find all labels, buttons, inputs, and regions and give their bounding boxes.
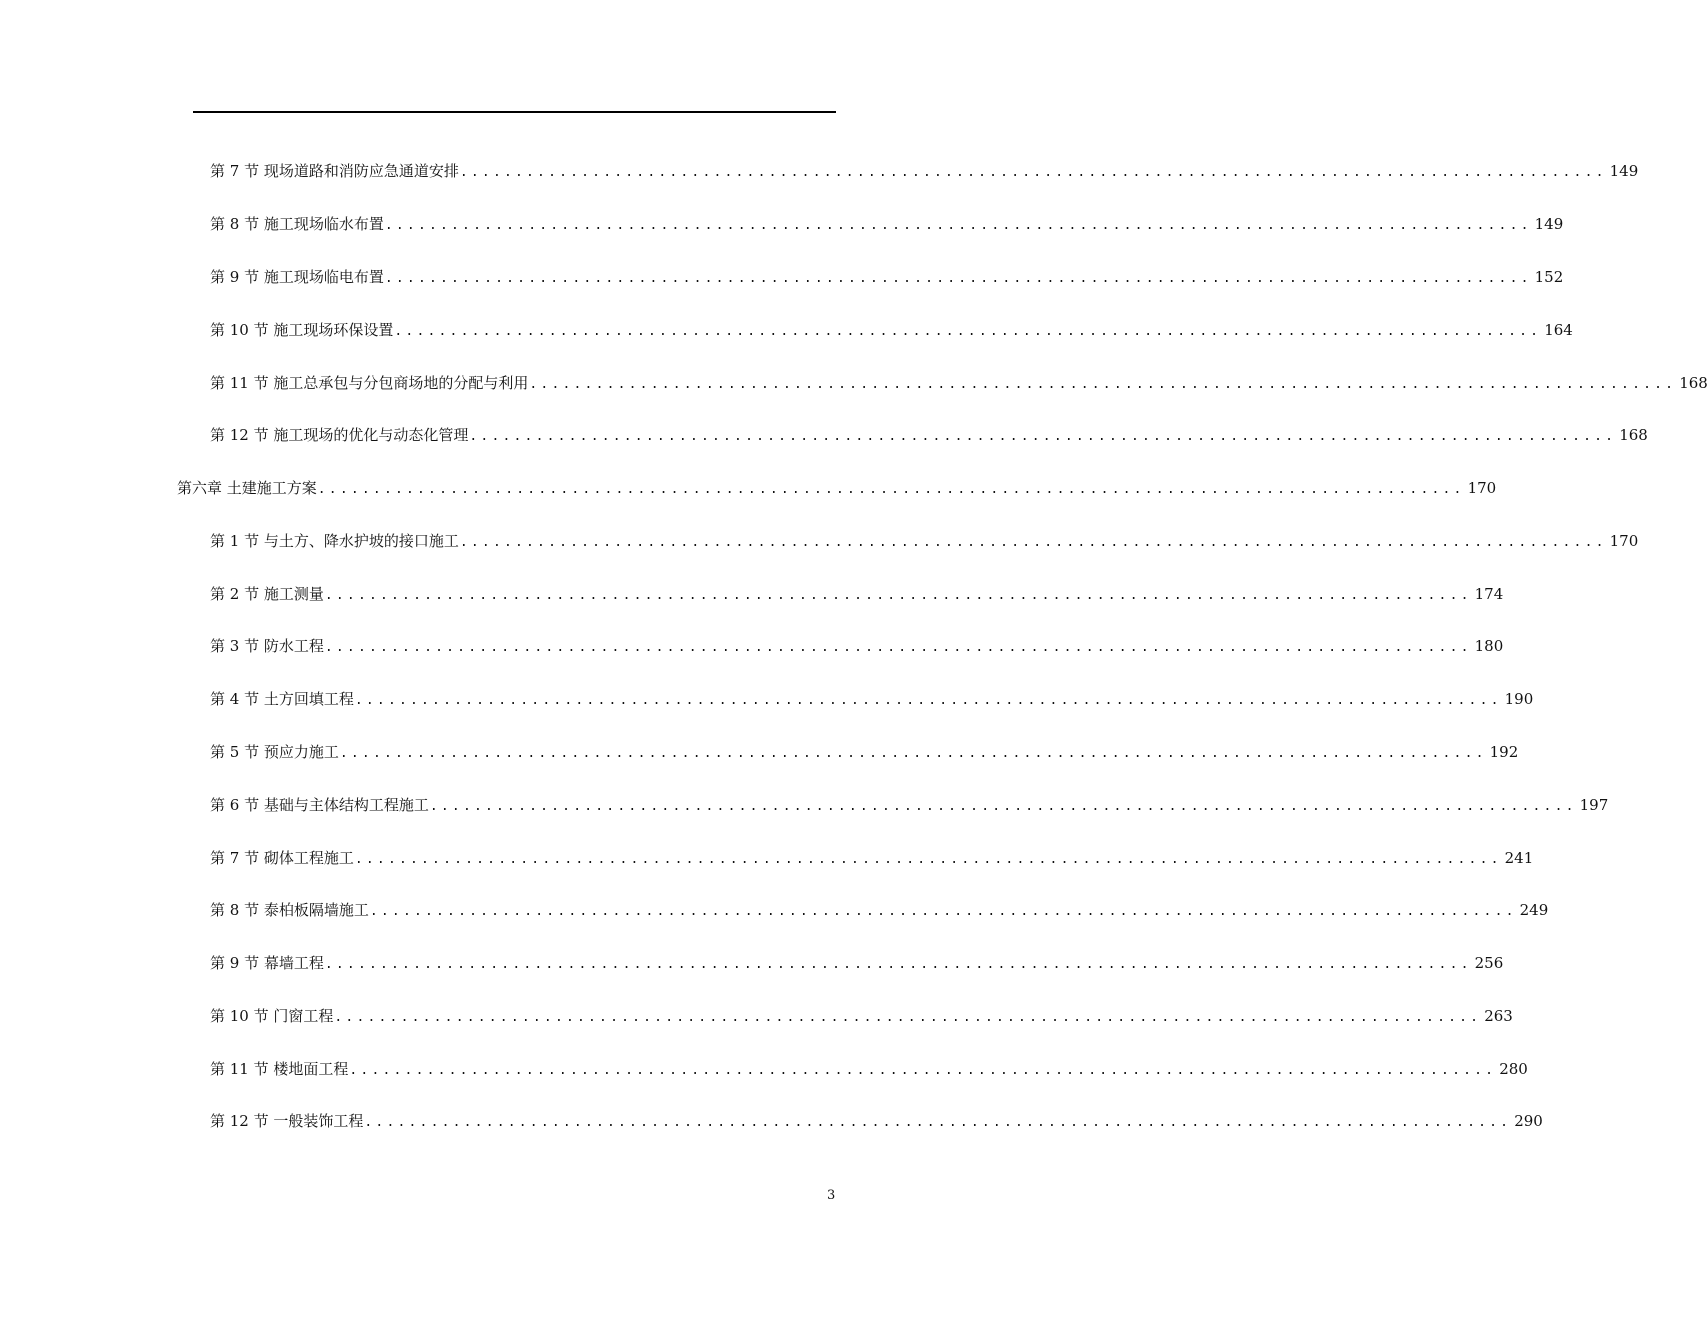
toc-entry[interactable] — [210, 423, 1648, 447]
toc-entry-title: 第 8 节 泰柏板隔墙施工 — [210, 901, 369, 919]
toc-entry[interactable] — [210, 846, 1534, 870]
toc-entry-title: 第 4 节 土方回填工程 — [210, 690, 354, 708]
toc-entry-page: 168 — [1679, 374, 1708, 392]
toc-entry-page: 241 — [1504, 849, 1534, 867]
toc-entry-page: 170 — [1609, 532, 1639, 550]
toc-entry[interactable] — [210, 951, 1504, 975]
toc-dot-leader: ........................................................................................................ — [324, 957, 1472, 972]
toc-entry-page: 149 — [1609, 162, 1639, 180]
toc-entry-page: 180 — [1474, 637, 1504, 655]
toc-dot-leader: ........................................................................................................ — [317, 482, 1465, 497]
toc-dot-leader: ........................................................................................................ — [349, 1063, 1497, 1078]
toc-entry-page: 149 — [1534, 215, 1564, 233]
toc-dot-leader: ........................................................................................................ — [459, 165, 1607, 180]
toc-dot-leader: ........................................................................................................ — [459, 535, 1607, 550]
toc-entry[interactable] — [210, 1109, 1543, 1133]
toc-entry[interactable] — [210, 687, 1534, 711]
toc-entry[interactable] — [210, 1057, 1528, 1081]
toc-dot-leader: ........................................................................................................ — [369, 904, 1517, 919]
toc-entry-page: 192 — [1489, 743, 1519, 761]
toc-entry-page: 290 — [1514, 1112, 1543, 1130]
toc-entry-title: 第 10 节 门窗工程 — [210, 1007, 334, 1025]
toc-entry-page: 263 — [1484, 1007, 1513, 1025]
toc-entry-title: 第 5 节 预应力施工 — [210, 743, 339, 761]
toc-dot-leader: ........................................................................................................ — [334, 1010, 1482, 1025]
toc-dot-leader: ........................................................................................................ — [324, 588, 1472, 603]
toc-entry[interactable] — [210, 740, 1519, 764]
toc-entry-page: 280 — [1499, 1060, 1528, 1078]
toc-entry-page: 164 — [1544, 321, 1573, 339]
toc-entry-page: 197 — [1579, 796, 1609, 814]
header-rule — [193, 111, 836, 113]
toc-entry-title: 第 11 节 施工总承包与分包商场地的分配与利用 — [210, 374, 529, 392]
toc-entry[interactable] — [210, 318, 1573, 342]
toc-entry[interactable] — [210, 529, 1639, 553]
toc-entry[interactable] — [210, 582, 1504, 606]
toc-entry[interactable] — [210, 371, 1708, 395]
toc-dot-leader: ........................................................................................................ — [469, 429, 1617, 444]
toc-dot-leader: ........................................................................................................ — [354, 852, 1502, 867]
toc-entry-title: 第 9 节 施工现场临电布置 — [210, 268, 384, 286]
toc-entry[interactable] — [210, 1004, 1513, 1028]
toc-entry[interactable] — [210, 634, 1504, 658]
toc-dot-leader: ........................................................................................................ — [354, 693, 1502, 708]
toc-entry-title: 第 12 节 一般装饰工程 — [210, 1112, 364, 1130]
toc-dot-leader: ........................................................................................................ — [324, 640, 1472, 655]
toc-entry[interactable] — [210, 212, 1564, 236]
page-number: 3 — [827, 1188, 836, 1203]
toc-entry-page: 249 — [1519, 901, 1549, 919]
toc-entry-title: 第 12 节 施工现场的优化与动态化管理 — [210, 426, 469, 444]
toc-entry-page: 174 — [1474, 585, 1504, 603]
toc-entry-title: 第 8 节 施工现场临水布置 — [210, 215, 384, 233]
toc-entry-title: 第 1 节 与土方、降水护坡的接口施工 — [210, 532, 459, 550]
toc-entry-title: 第 10 节 施工现场环保设置 — [210, 321, 394, 339]
toc-entry-title: 第 6 节 基础与主体结构工程施工 — [210, 796, 429, 814]
toc-dot-leader: ........................................................................................................ — [364, 1115, 1512, 1130]
toc-entry[interactable] — [210, 265, 1564, 289]
toc-entry-title: 第六章 土建施工方案 — [177, 479, 317, 497]
toc-dot-leader: ........................................................................................................ — [394, 324, 1542, 339]
toc-dot-leader: ........................................................................................................ — [384, 218, 1532, 233]
toc-entry-title: 第 11 节 楼地面工程 — [210, 1060, 349, 1078]
toc-entry-page: 168 — [1619, 426, 1648, 444]
toc-chapter-entry[interactable] — [177, 476, 1497, 500]
toc-entry-title: 第 3 节 防水工程 — [210, 637, 324, 655]
toc-entry[interactable] — [210, 159, 1639, 183]
toc-dot-leader: ........................................................................................................ — [429, 799, 1577, 814]
toc-entry-title: 第 7 节 砌体工程施工 — [210, 849, 354, 867]
toc-dot-leader: ........................................................................................................ — [384, 271, 1532, 286]
toc-entry-page: 152 — [1534, 268, 1564, 286]
toc-entry[interactable] — [210, 898, 1549, 922]
toc-dot-leader: ........................................................................................................ — [339, 746, 1487, 761]
toc-dot-leader: ........................................................................................................ — [529, 377, 1677, 392]
toc-entry-title: 第 9 节 幕墙工程 — [210, 954, 324, 972]
toc-entry[interactable] — [210, 793, 1609, 817]
toc-entry-page: 170 — [1467, 479, 1497, 497]
toc-entry-page: 190 — [1504, 690, 1534, 708]
toc-entry-title: 第 2 节 施工测量 — [210, 585, 324, 603]
toc-entry-page: 256 — [1474, 954, 1504, 972]
toc-entry-title: 第 7 节 现场道路和消防应急通道安排 — [210, 162, 459, 180]
